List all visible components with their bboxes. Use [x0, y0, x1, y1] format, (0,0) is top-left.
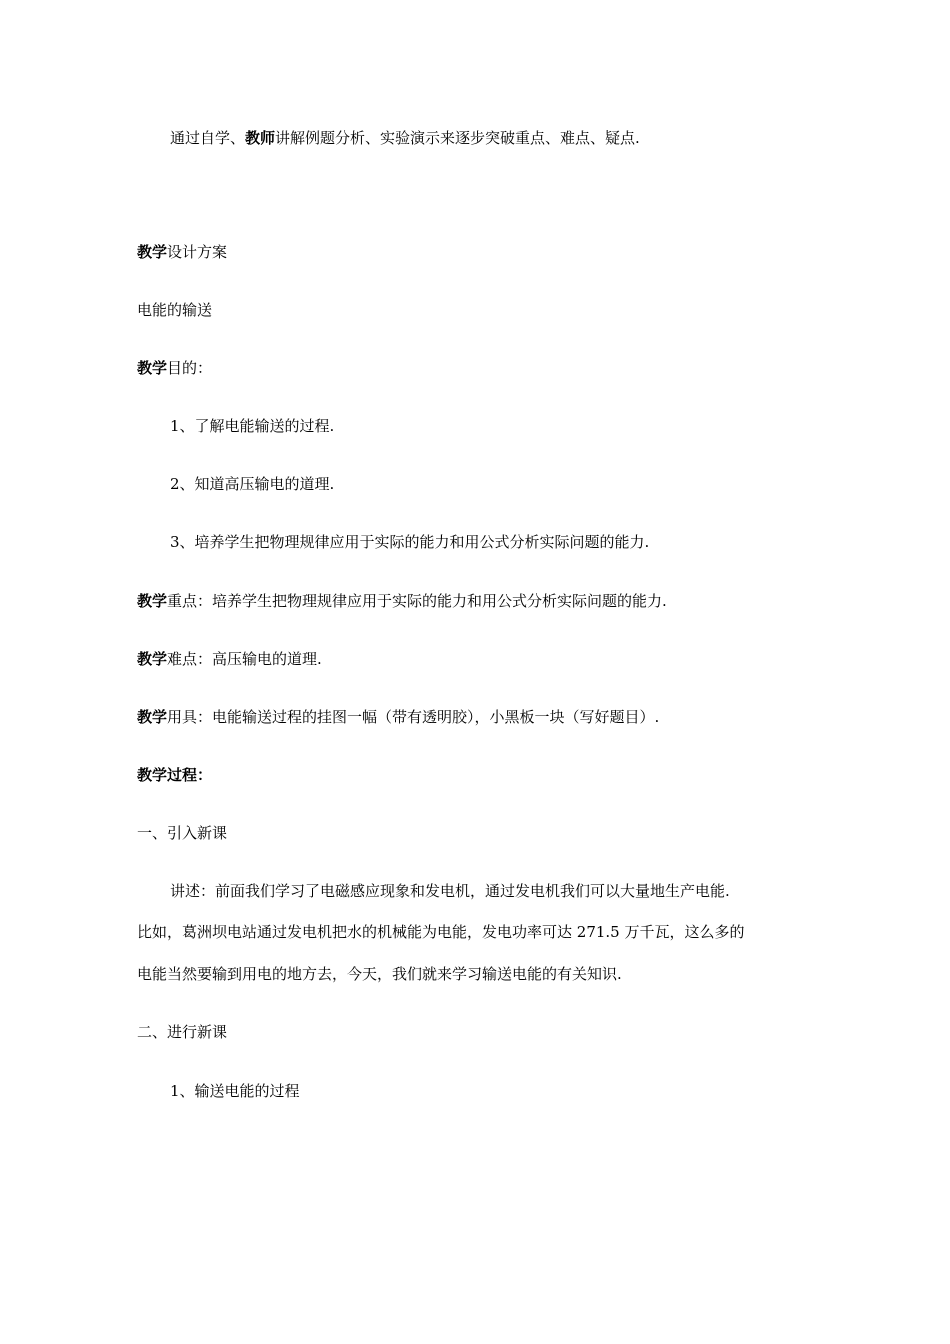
difficulty — [137, 649, 322, 669]
difficulty-bold: 教学 — [137, 650, 168, 668]
design-heading — [137, 242, 227, 262]
key-point-bold: 教学 — [137, 592, 168, 610]
section2-heading: 二、进行新课 — [137, 1023, 228, 1041]
difficulty-rest: 难点：高压输电的道理. — [167, 650, 322, 668]
section1-paragraph-line3: 电能当然要输到用电的地方去，今天，我们就来学习输送电能的有关知识. — [137, 965, 622, 983]
design-heading-rest: 设计方案 — [167, 243, 228, 261]
section2-sub1: 1、输送电能的过程 — [170, 1082, 300, 1100]
intro-text-pre: 通过自学、 — [170, 129, 246, 147]
goals-heading-rest: 目的： — [167, 359, 213, 377]
key-point-rest: 重点：培养学生把物理规律应用于实际的能力和用公式分析实际问题的能力. — [167, 592, 667, 610]
intro-text-post: 讲解例题分析、实验演示来逐步突破重点、难点、疑点. — [275, 129, 640, 147]
goal-item-2: 2、知道高压输电的道理. — [170, 475, 335, 493]
section1-paragraph-line2: 比如，葛洲坝电站通过发电机把水的机械能为电能，发电功率可达 271.5 万千瓦，这么多的 — [137, 923, 745, 941]
intro-paragraph — [170, 128, 640, 148]
tools — [137, 707, 659, 727]
section1-heading: 一、引入新课 — [137, 824, 228, 842]
goals-heading — [137, 358, 212, 378]
intro-text-bold: 教师 — [245, 129, 276, 147]
key-point — [137, 591, 667, 611]
process-heading: 教学过程： — [137, 766, 213, 784]
tools-rest: 用具：电能输送过程的挂图一幅（带有透明胶），小黑板一块（写好题目）. — [167, 708, 660, 726]
design-heading-bold: 教学 — [137, 243, 168, 261]
topic-title: 电能的输送 — [137, 301, 213, 319]
goal-item-3: 3、培养学生把物理规律应用于实际的能力和用公式分析实际问题的能力. — [170, 533, 650, 551]
goals-heading-bold: 教学 — [137, 359, 168, 377]
goal-item-1: 1、了解电能输送的过程. — [170, 417, 335, 435]
tools-bold: 教学 — [137, 708, 168, 726]
section1-paragraph-line1: 讲述：前面我们学习了电磁感应现象和发电机，通过发电机我们可以大量地生产电能. — [170, 882, 730, 900]
